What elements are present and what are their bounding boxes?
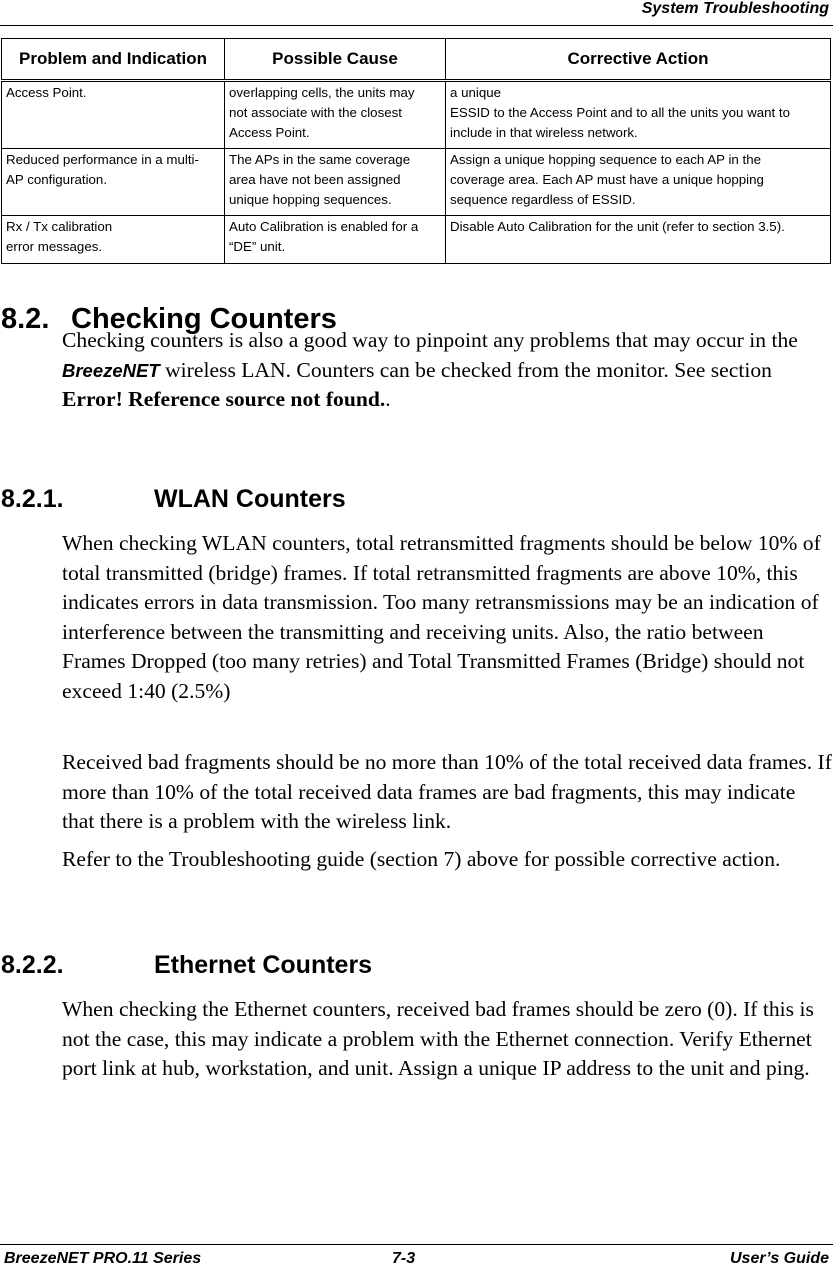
table-cell-action: a unique ESSID to the Access Point and to all the units you want to include in that wireless network. [446, 81, 831, 149]
column-header-problem: Problem and Indication [2, 39, 225, 81]
table-cell-cause: Auto Calibration is enabled for a “DE” unit. [225, 216, 446, 264]
section-number: 8.2. [1, 303, 50, 335]
running-header: System Troubleshooting [641, 0, 829, 17]
section-intro-paragraph: Checking counters is also a good way to pinpoint any problems that may occur in the BreezeNET wireless LAN. Counters can be checked from the monitor. See section Error! Reference source not found.. [62, 328, 798, 411]
header-divider [0, 25, 833, 26]
column-header-cause: Possible Cause [225, 39, 446, 81]
footer-divider [0, 1244, 833, 1245]
column-header-action: Corrective Action [446, 39, 831, 81]
subsection-number: 8.2.1. [1, 485, 64, 513]
ethernet-paragraph-1: When checking the Ethernet counters, received bad frames should be zero (0). If this is not the case, this may indicate a problem with the Ethernet connection. Verify Ethernet port link at hub, workstation, and unit. Assign a unique IP address to the unit and ping. [62, 997, 814, 1080]
table-cell-action: Assign a unique hopping sequence to each AP in the coverage area. Each AP must have a unique hopping sequence regardless of ESSID. [446, 149, 831, 216]
broken-cross-reference: Error! Reference source not found. [62, 387, 386, 411]
troubleshooting-table [1, 38, 831, 264]
table-row [2, 81, 831, 149]
subsection-number: 8.2.2. [1, 951, 64, 979]
table-header-row [2, 39, 831, 81]
table-cell-problem: Reduced performance in a multi- AP configuration. [2, 149, 225, 216]
subsection-heading-ethernet [1, 951, 372, 980]
table-row [2, 216, 831, 264]
table-cell-cause: overlapping cells, the units may not associate with the closest Access Point. [225, 81, 446, 149]
footer-page-number: 7-3 [392, 1250, 416, 1267]
wlan-paragraph-2: Received bad fragments should be no more than 10% of the total received data frames. If more than 10% of the total received data frames are bad fragments, this may indicate that there is a problem with the wireless link. [62, 750, 832, 833]
wlan-paragraph-3: Refer to the Troubleshooting guide (section 7) above for possible corrective action. [62, 847, 781, 871]
brand-name: BreezeNET [62, 359, 160, 381]
section-title: Checking Counters [71, 303, 337, 335]
table-row [2, 149, 831, 216]
wlan-paragraph-1: When checking WLAN counters, total retransmitted fragments should be below 10% of total transmitted (bridge) frames. If total retransmitted fragments are above 10%, this indicates errors in data transmission. Too many retransmissions may be an indication of interference between the transmitting and receiving units. Also, the ratio between Frames Dropped (too many retries) and Total Transmitted Frames (Bridge) should not exceed 1:40 (2.5%) [62, 531, 821, 703]
subsection-title: WLAN Counters [154, 485, 346, 513]
table-cell-cause: The APs in the same coverage area have not been assigned unique hopping sequences. [225, 149, 446, 216]
table-cell-action: Disable Auto Calibration for the unit (refer to section 3.5). [446, 216, 831, 264]
footer-guide: User’s Guide [729, 1250, 829, 1267]
footer-product: BreezeNET PRO.11 Series [4, 1250, 202, 1267]
table-cell-problem: Access Point. [2, 81, 225, 149]
table-cell-problem: Rx / Tx calibration error messages. [2, 216, 225, 264]
subsection-title: Ethernet Counters [154, 951, 373, 979]
subsection-heading-wlan [1, 485, 346, 514]
